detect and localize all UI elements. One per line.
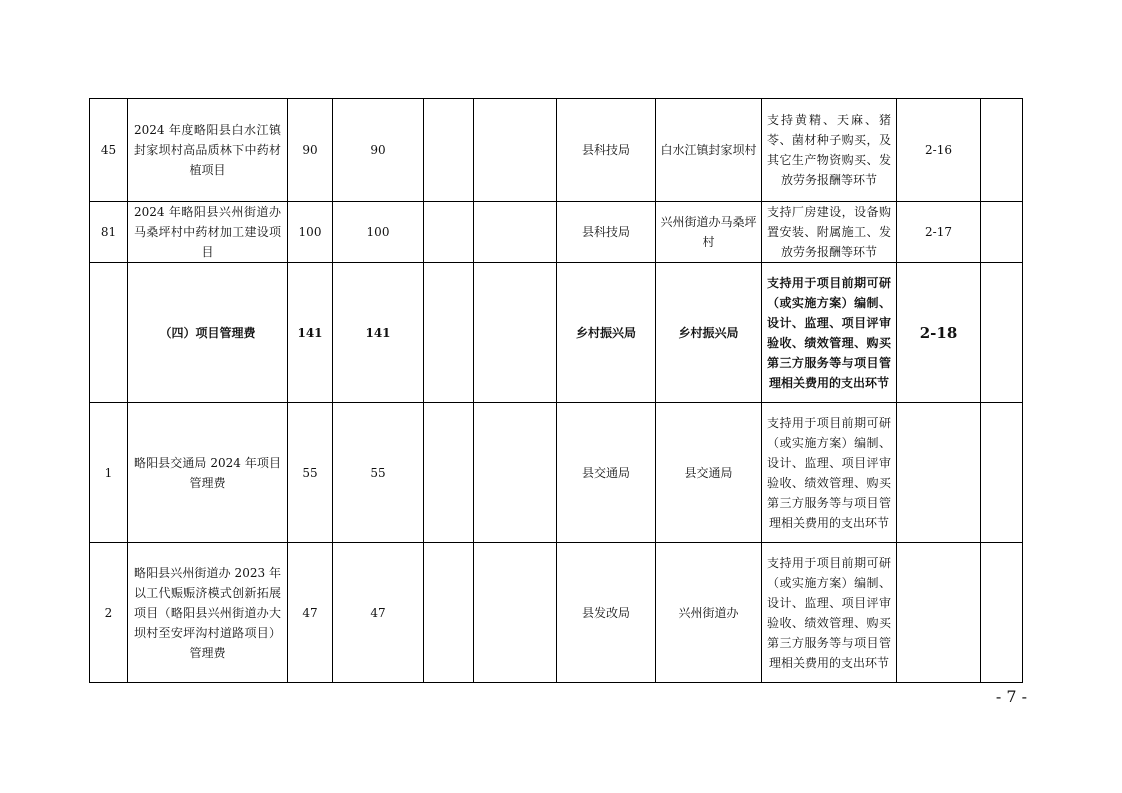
cell-section-title: （四）项目管理费 <box>128 263 288 403</box>
cell-detail: 支持用于项目前期可研（或实施方案）编制、设计、监理、项目评审验收、绩效管理、购买第三方服务等与项目管理相关费用的支出环节 <box>762 263 897 403</box>
cell-unit: 白水江镇封家坝村 <box>656 99 762 202</box>
cell-detail: 支持用于项目前期可研（或实施方案）编制、设计、监理、项目评审验收、绩效管理、购买第三方服务等与项目管理相关费用的支出环节 <box>762 403 897 543</box>
cell-blank <box>424 403 474 543</box>
cell-amount-2: 90 <box>333 99 424 202</box>
cell-blank <box>474 99 557 202</box>
cell-note <box>981 99 1023 202</box>
cell-detail: 支持厂房建设，设备购置安装、附属施工、发放劳务报酬等环节 <box>762 202 897 263</box>
cell-note <box>981 263 1023 403</box>
cell-detail: 支持用于项目前期可研（或实施方案）编制、设计、监理、项目评审验收、绩效管理、购买第三方服务等与项目管理相关费用的支出环节 <box>762 543 897 683</box>
cell-amount-1: 55 <box>288 403 333 543</box>
cell-department: 县交通局 <box>557 403 656 543</box>
project-table <box>89 98 1023 683</box>
table-row <box>90 543 1023 683</box>
cell-amount-1: 47 <box>288 543 333 683</box>
cell-amount-2: 55 <box>333 403 424 543</box>
cell-amount-1: 141 <box>288 263 333 403</box>
cell-unit: 乡村振兴局 <box>656 263 762 403</box>
cell-blank <box>474 202 557 263</box>
table-row-section-header <box>90 263 1023 403</box>
cell-amount-2: 141 <box>333 263 424 403</box>
cell-code: 2-16 <box>897 99 981 202</box>
cell-num: 1 <box>90 403 128 543</box>
cell-code <box>897 403 981 543</box>
cell-department: 县发改局 <box>557 543 656 683</box>
cell-project-name: 2024 年略阳县兴州街道办马桑坪村中药材加工建设项目 <box>128 202 288 263</box>
cell-department: 县科技局 <box>557 202 656 263</box>
cell-blank <box>424 543 474 683</box>
cell-amount-2: 100 <box>333 202 424 263</box>
cell-blank <box>474 403 557 543</box>
table-row <box>90 99 1023 202</box>
cell-num: 2 <box>90 543 128 683</box>
table-row <box>90 403 1023 543</box>
cell-unit: 县交通局 <box>656 403 762 543</box>
page-number: - 7 - <box>995 687 1027 706</box>
cell-num <box>90 263 128 403</box>
cell-code: 2-18 <box>897 263 981 403</box>
cell-note <box>981 403 1023 543</box>
cell-detail: 支持黄精、天麻、猪苓、菌材种子购买，及其它生产物资购买、发放劳务报酬等环节 <box>762 99 897 202</box>
cell-department: 乡村振兴局 <box>557 263 656 403</box>
cell-amount-2: 47 <box>333 543 424 683</box>
cell-code: 2-17 <box>897 202 981 263</box>
cell-num: 45 <box>90 99 128 202</box>
cell-amount-1: 100 <box>288 202 333 263</box>
cell-blank <box>424 263 474 403</box>
cell-project-name: 略阳县交通局 2024 年项目管理费 <box>128 403 288 543</box>
cell-unit: 兴州街道办 <box>656 543 762 683</box>
cell-project-name: 略阳县兴州街道办 2023 年以工代赈赈济模式创新拓展项目（略阳县兴州街道办大坝村至安坪沟村道路项目）管理费 <box>128 543 288 683</box>
cell-blank <box>474 543 557 683</box>
cell-code <box>897 543 981 683</box>
cell-unit: 兴州街道办马桑坪村 <box>656 202 762 263</box>
cell-project-name: 2024 年度略阳县白水江镇封家坝村高品质林下中药材植项目 <box>128 99 288 202</box>
cell-department: 县科技局 <box>557 99 656 202</box>
cell-amount-1: 90 <box>288 99 333 202</box>
cell-blank <box>424 202 474 263</box>
cell-blank <box>474 263 557 403</box>
table-row <box>90 202 1023 263</box>
cell-note <box>981 543 1023 683</box>
cell-note <box>981 202 1023 263</box>
cell-blank <box>424 99 474 202</box>
cell-num: 81 <box>90 202 128 263</box>
